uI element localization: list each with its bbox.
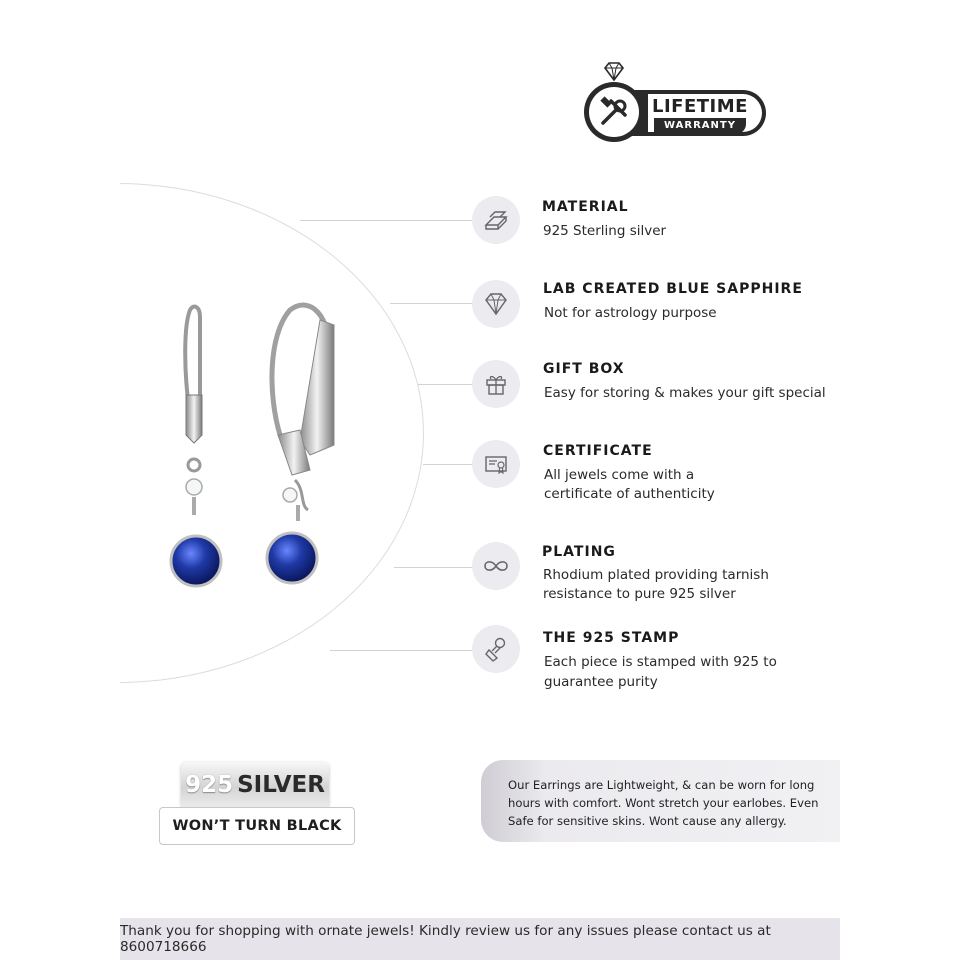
feature-desc: guarantee purity: [544, 674, 658, 690]
feature-title: PLATING: [542, 544, 616, 560]
connector-line: [300, 220, 472, 221]
feature-desc: All jewels come with a: [544, 467, 695, 483]
feature-icon-circle: [472, 360, 520, 408]
connector-line: [390, 303, 472, 304]
connector-line: [418, 384, 472, 385]
feature-icon-circle: [472, 440, 520, 488]
warranty-title: LIFETIME: [652, 96, 748, 117]
tools-icon: [597, 95, 631, 129]
feature-desc: Rhodium plated providing tarnish: [543, 567, 769, 583]
diamond-icon: [481, 289, 511, 319]
footer-banner: [120, 918, 840, 960]
circle-mask: [0, 170, 120, 700]
feature-icon-circle: [472, 196, 520, 244]
feature-title: CERTIFICATE: [543, 443, 653, 459]
feature-icon-circle: [472, 542, 520, 590]
stamp-icon: [481, 634, 511, 664]
feature-icon-circle: [472, 280, 520, 328]
infinity-icon: [481, 551, 511, 581]
feature-desc: resistance to pure 925 silver: [543, 586, 736, 602]
connector-line: [423, 464, 472, 465]
silver-number: 925: [185, 772, 234, 798]
feature-desc: certificate of authenticity: [544, 486, 715, 502]
gift-box-icon: [481, 369, 511, 399]
silver-tagline: WON’T TURN BLACK: [159, 807, 355, 845]
silver-word: SILVER: [237, 772, 325, 798]
silver-bar-icon: [481, 205, 511, 235]
feature-title: LAB CREATED BLUE SAPPHIRE: [543, 281, 803, 297]
feature-desc: 925 Sterling silver: [543, 223, 667, 239]
earrings-image: [150, 295, 350, 605]
warranty-subtitle: WARRANTY: [654, 118, 746, 134]
feature-title: MATERIAL: [542, 199, 629, 215]
feature-icon-circle: [472, 625, 520, 673]
info-text: Our Earrings are Lightweight, & can be worn for long hours with comfort. Wont stretch your earlobes. Even Safe for sensitive skins. Wont cause any allergy.: [508, 778, 819, 828]
silver-label: [181, 762, 329, 808]
feature-desc: Each piece is stamped with 925 to: [544, 654, 777, 670]
warranty-badge: [584, 82, 644, 142]
feature-desc: Not for astrology purpose: [544, 305, 717, 321]
feature-title: GIFT BOX: [543, 361, 625, 377]
diamond-ring-icon: [601, 60, 627, 84]
feature-title: THE 925 STAMP: [543, 630, 680, 646]
certificate-icon: [481, 449, 511, 479]
footer-text: Thank you for shopping with ornate jewels! Kindly review us for any issues please contact us at 8600718666: [120, 923, 771, 955]
feature-desc: Easy for storing & makes your gift special: [544, 385, 826, 401]
connector-line: [394, 567, 472, 568]
connector-line: [330, 650, 472, 651]
